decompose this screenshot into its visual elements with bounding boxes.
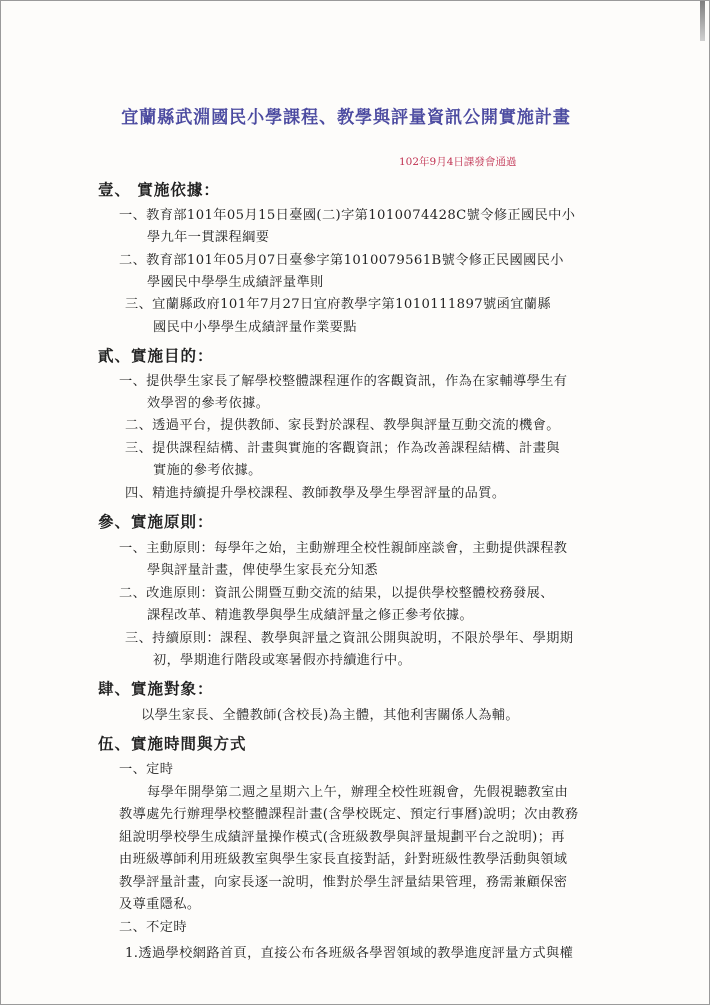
section-line: 學九年一貫課程綱要 bbox=[147, 230, 270, 245]
section-line: 三、提供課程結構、計畫與實施的客觀資訊；作為改善課程結構、計畫與 bbox=[125, 441, 560, 456]
section-line: 課程改革、精進教學與學生成績評量之修正參考依據。 bbox=[147, 608, 474, 623]
section-line: 國民中小學學生成績評量作業要點 bbox=[153, 320, 357, 335]
section-line: 二、改進原則：資訊公開暨互動交流的結果，以提供學校整體校務發展、 bbox=[119, 586, 554, 601]
section-heading: 肆、實施對象： bbox=[98, 679, 214, 698]
section-line: 二、教育部101年05月07日臺參字第1010079561B號令修正民國國民小 bbox=[119, 253, 564, 268]
section-heading: 參、實施原則： bbox=[98, 512, 214, 531]
section-line: 效學習的參考依據。 bbox=[147, 396, 270, 411]
section-line: 二、透過平台，提供教師、家長對於課程、教學與評量互動交流的機會。 bbox=[125, 418, 560, 433]
section-line: 初，學期進行階段或寒暑假亦持續進行中。 bbox=[153, 653, 412, 668]
section-heading: 貳、實施目的： bbox=[98, 346, 214, 365]
section-line: 三、宜蘭縣政府101年7月27日宜府教學字第1010111897號函宜蘭縣 bbox=[125, 297, 551, 312]
section-line: 一、定時 bbox=[119, 762, 174, 777]
section-line: 一、提供學生家長了解學校整體課程運作的客觀資訊，作為在家輔導學生有 bbox=[119, 374, 568, 389]
section-line: 教學評量計畫，向家長逐一說明，惟對於學生評量結果管理，務需兼顧保密 bbox=[119, 875, 568, 890]
section-line: 一、教育部101年05月15日臺國(二)字第1010074428C號令修正國民中小 bbox=[119, 208, 576, 223]
section-line: 二、不定時 bbox=[119, 920, 187, 935]
section-line: 三、持續原則：課程、教學與評量之資訊公開與說明，不限於學年、學期期 bbox=[125, 631, 574, 646]
section-line: 實施的參考依據。 bbox=[153, 463, 262, 478]
section-line: 四、精進持續提升學校課程、教師教學及學生學習評量的品質。 bbox=[125, 486, 506, 501]
section-heading: 伍、實施時間與方式 bbox=[98, 734, 247, 753]
section-line: 教導處先行辦理學校整體課程計畫(含學校既定、預定行事曆)說明；次由教務 bbox=[119, 807, 579, 822]
section-line: 學國民中學學生成績評量準則 bbox=[147, 275, 324, 290]
section-line: 學與評量計畫，俾使學生家長充分知悉 bbox=[147, 563, 378, 578]
section-line: 每學年開學第二週之星期六上午，辦理全校性班親會，先假視聽教室由 bbox=[147, 785, 569, 800]
section-line: 以學生家長、全體教師(含校長)為主體，其他利害關係人為輔。 bbox=[141, 708, 519, 723]
section-heading: 壹、 實施依據： bbox=[98, 180, 220, 199]
section-line: 1.透過學校網路首頁，直接公布各班級各學習領域的教學進度評量方式與權 bbox=[125, 946, 574, 961]
section-line: 一、主動原則：每學年之始，主動辦理全校性親師座談會，主動提供課程教 bbox=[119, 541, 568, 556]
approval-note: 102年9月4日課發會通過 bbox=[399, 156, 517, 168]
page-edge-mark bbox=[700, 1, 705, 41]
document-title: 宜蘭縣武淵國民小學課程、教學與評量資訊公開實施計畫 bbox=[121, 108, 571, 128]
section-line: 由班級導師利用班級教室與學生家長直接對話，針對班級性教學活動與領域 bbox=[119, 852, 568, 867]
section-line: 組說明學校學生成績評量操作模式(含班級教學與評量規劃平台之說明)；再 bbox=[119, 830, 565, 845]
section-line: 及尊重隱私。 bbox=[119, 897, 201, 912]
